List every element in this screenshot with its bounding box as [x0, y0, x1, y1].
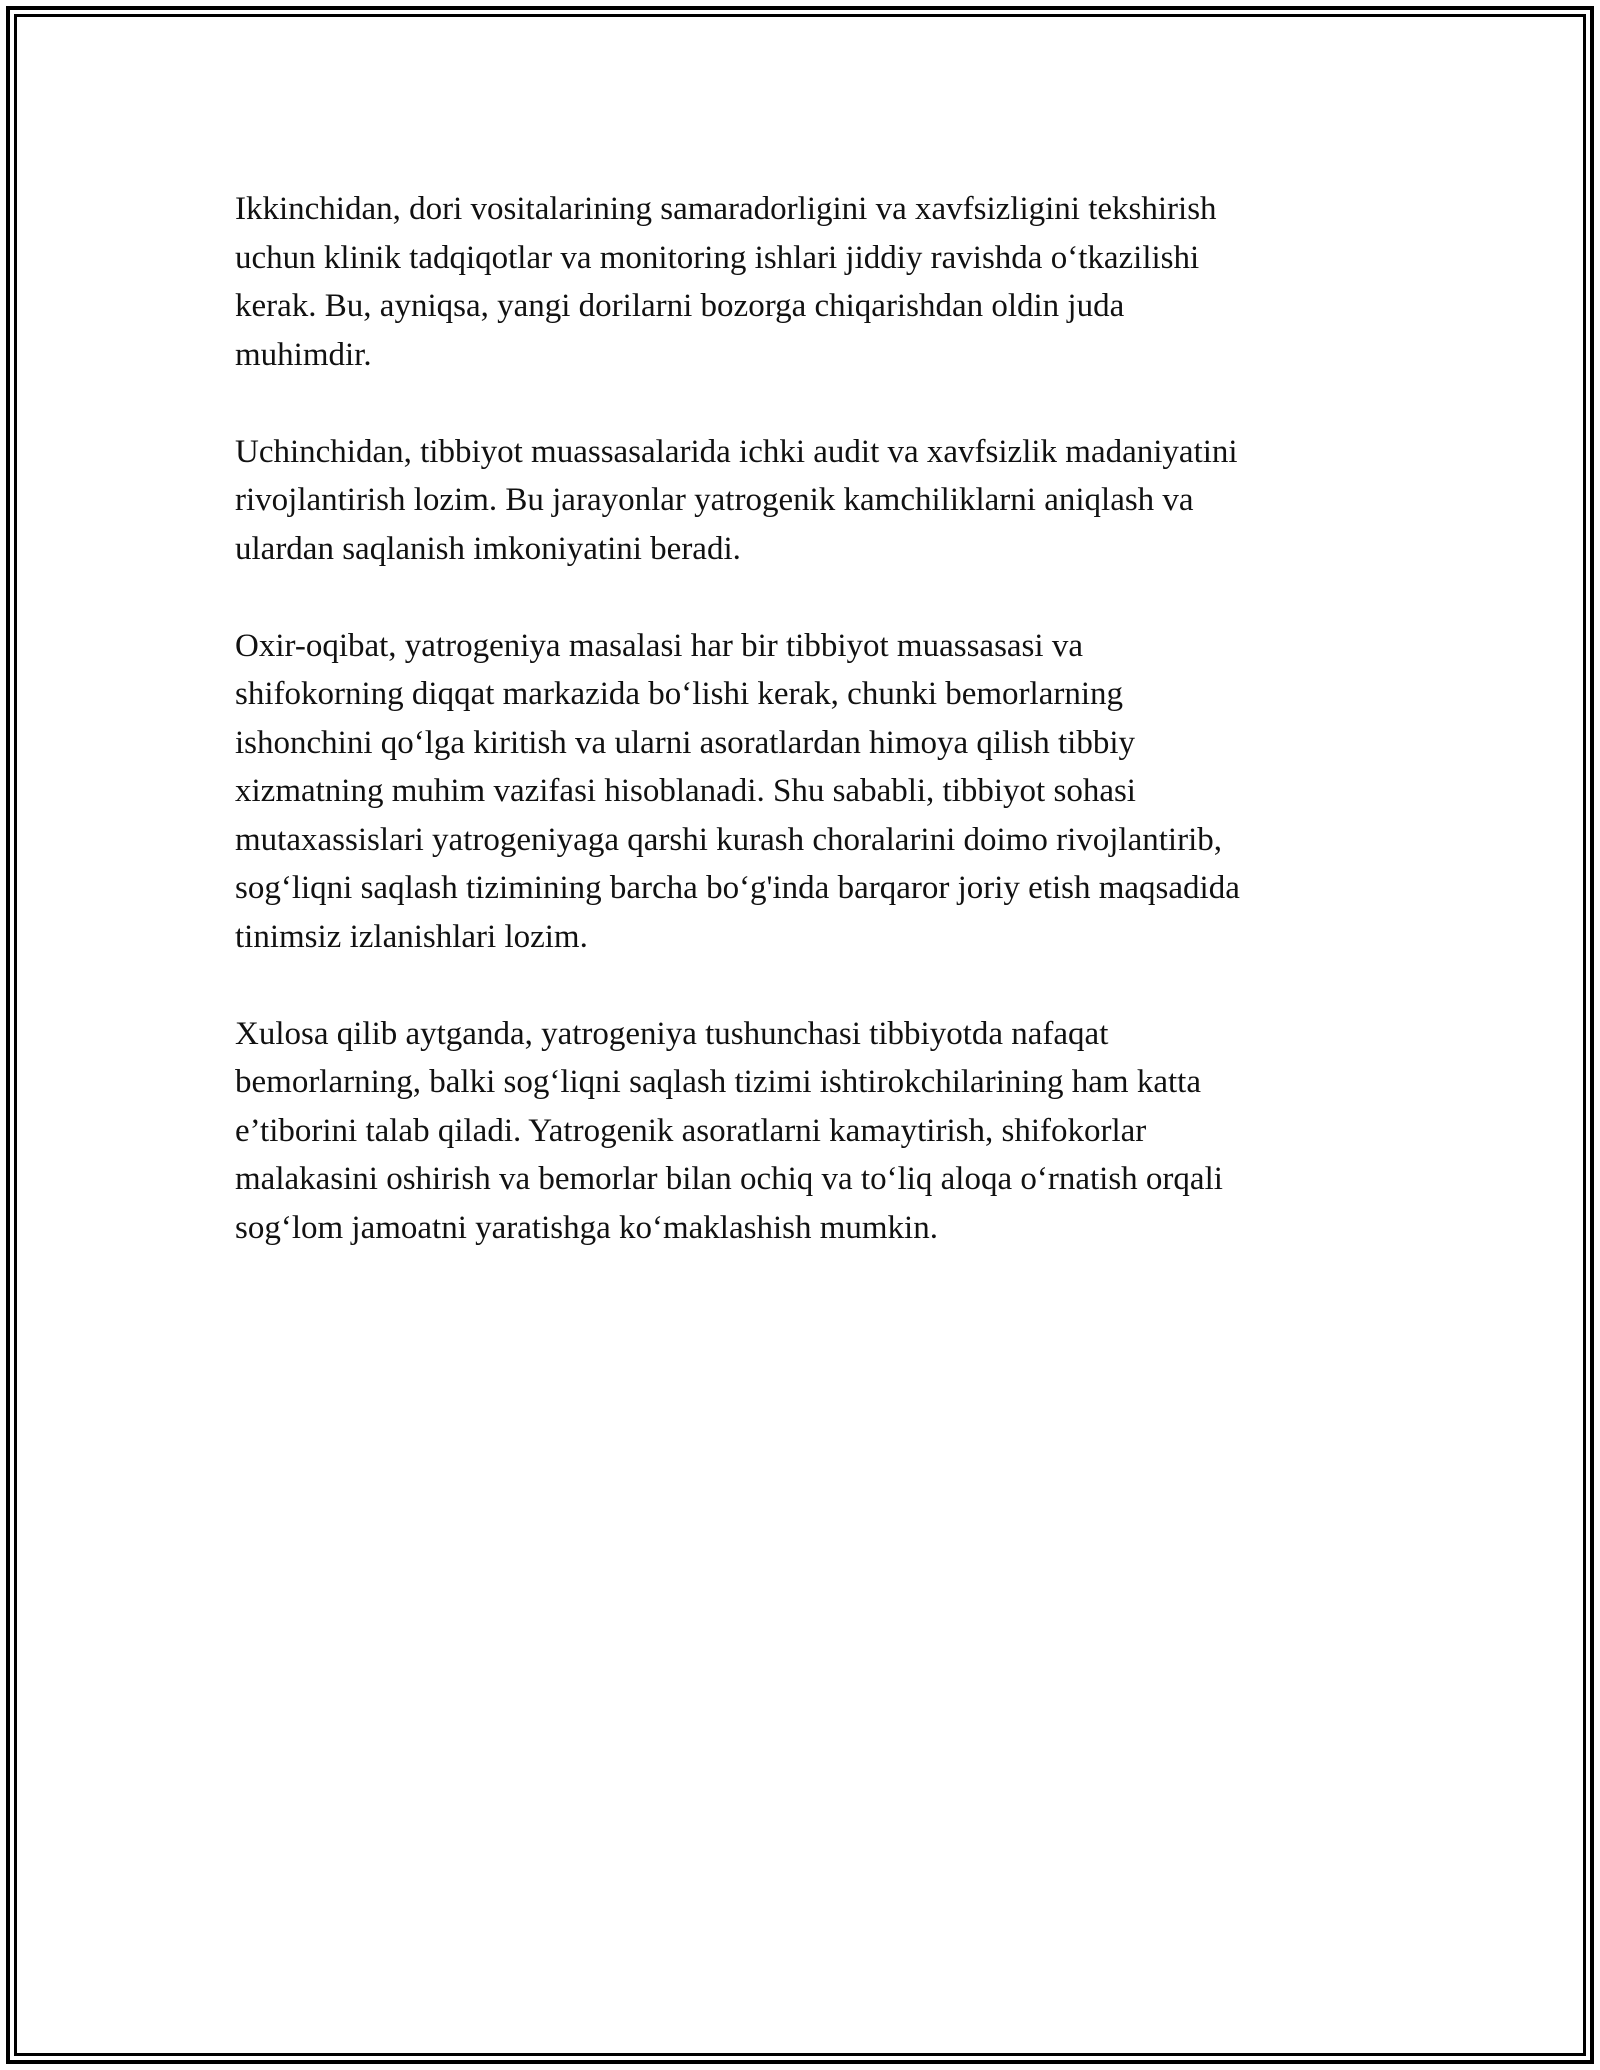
paragraph-2: Uchinchidan, tibbiyot muassasalarida ichki audit va xavfsizlik madaniyatini rivojlantirish lozim. Bu jarayonlar yatrogenik kamchiliklarni aniqlash va ulardan saqlanish imkoniyatini beradi.	[235, 433, 1238, 567]
paragraph-3: Oxir-oqibat, yatrogeniya masalasi har bir tibbiyot muassasasi va shifokorning diqqat markazida bo‘lishi kerak, chunki bemorlarning ishonchini qo‘lga kiritish va ularni asoratlardan himoya qilish tibbiy xizmatning muhim vazifasi hisoblanadi. Shu sababli, tibbiyot sohasi mutaxassislari yatrogeniyaga qarshi kurash choralarini doimo rivojlantirib, sog‘liqni saqlash tizimining barcha bo‘g'inda barqaror joriy etish maqsadida tinimsiz izlanishlari lozim.	[235, 627, 1240, 955]
paragraph-1: Ikkinchidan, dori vositalarining samaradorligini va xavfsizligini tekshirish uchun klinik tadqiqotlar va monitoring ishlari jiddiy ravishda o‘tkazilishi kerak. Bu, ayniqsa, yangi dorilarni bozorga chiqarishdan oldin juda muhimdir.	[235, 191, 1217, 373]
document-body	[235, 185, 1365, 1301]
paragraph-4: Xulosa qilib aytganda, yatrogeniya tushunchasi tibbiyotda nafaqat bemorlarning, balki sog‘liqni saqlash tizimi ishtirokchilarining ham katta e’tiborini talab qiladi. Yatrogenik asoratlarni kamaytirish, shifokorlar malakasini oshirish va bemorlar bilan ochiq va to‘liq aloqa o‘rnatish orqali sog‘lom jamoatni yaratishga ko‘maklashish mumkin.	[235, 1015, 1223, 1246]
